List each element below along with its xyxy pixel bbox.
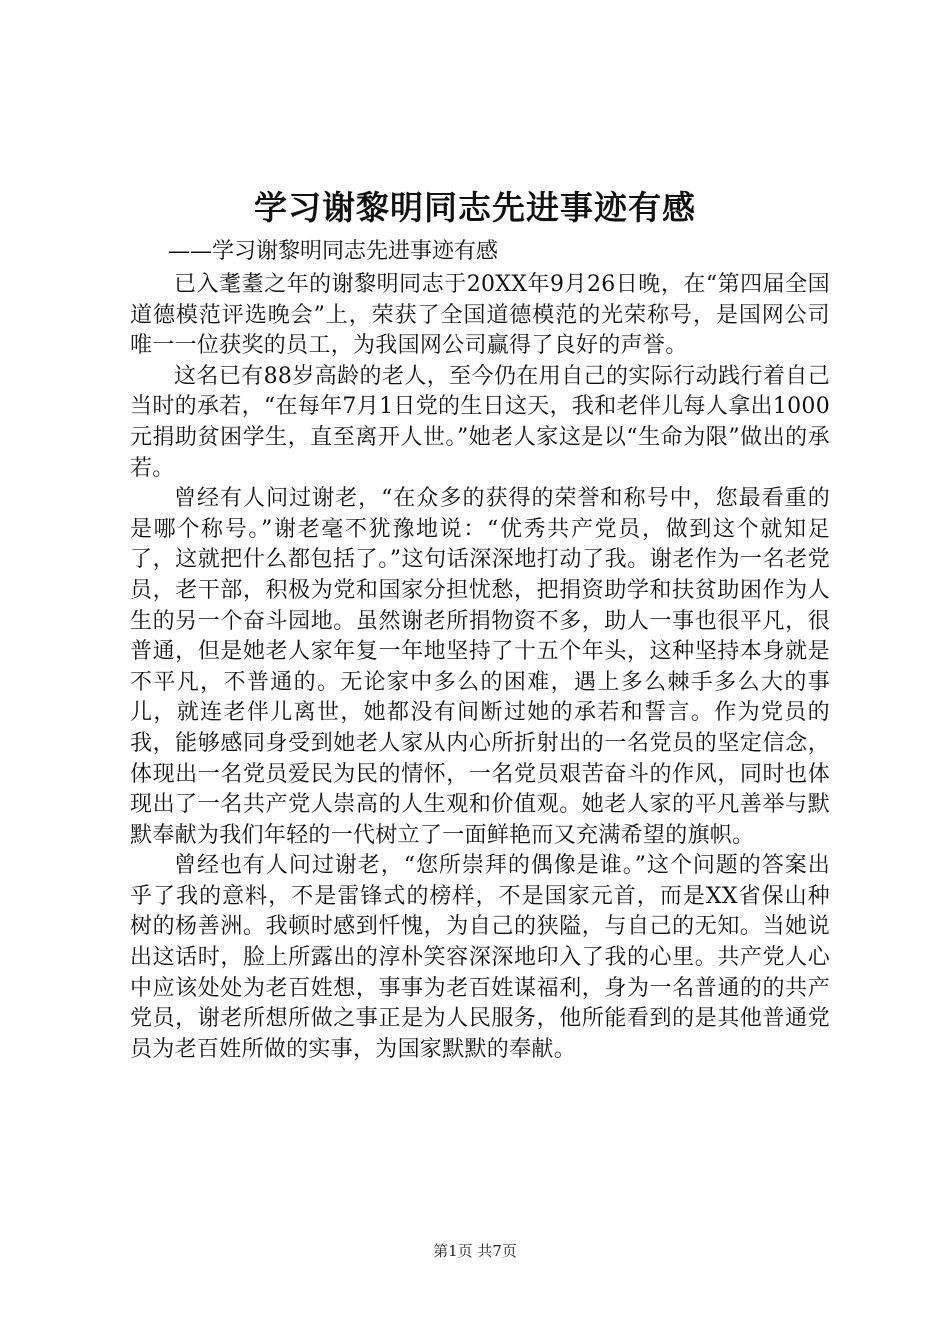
document-subtitle: ——学习谢黎明同志先进事迹有感 [168,239,499,264]
paragraph-3: 曾经有人问过谢老，“在众多的获得的荣誉和称号中，您最看重的是哪个称号。”谢老毫不犹豫地说：“优秀共产党员，做到这个就知足了，这就把什么都包括了。”这句话深深地打动了我。谢老作为一名老党员，老干部，积极为党和国家分担忧愁，把捐资助学和扶贫助困作为人生的另一个奋斗园地。虽然谢老所捐物资不多，助人一事也很平凡，很普通，但是她老人家年复一年地坚持了十五个年头，这种坚持本身就是不平凡，不普通的。无论家中多么的困难，遇上多么棘手多么大的事儿，就连老伴儿离世，她都没有间断过她的承若和誓言。作为党员的我，能够感同身受到她老人家从内心所折射出的一名党员的坚定信念，体现出一名党员爱民为民的情怀，一名党员艰苦奋斗的作风，同时也体现出了一名共产党人崇高的人生观和价值观。她老人家的平凡善举与默默奉献为我们年轻的一代树立了一面鲜艳而又充满希望的旗帜。 [130,486,830,848]
document-body [130,270,830,1065]
paragraph-1: 已入耄耋之年的谢黎明同志于20XX年9月26日晚，在“第四届全国道德模范评选晚会”上，荣获了全国道德模范的光荣称号，是国网公司唯一一位获奖的员工，为我国网公司赢得了良好的声誉。 [130,272,830,359]
document-title: 学习谢黎明同志先进事迹有感 [254,188,696,227]
page-footer: 第1页 共7页 [433,1242,517,1260]
paragraph-2: 这名已有88岁高龄的老人，至今仍在用自己的实际行动践行着自己当时的承若，“在每年7月1日党的生日这天，我和老伴儿每人拿出1000元捐助贫困学生，直至离开人世。”她老人家这是以“生命为限”做出的承若。 [130,363,830,481]
paragraph-4: 曾经也有人问过谢老，“您所崇拜的偶像是谁。”这个问题的答案出乎了我的意料，不是雷锋式的榜样，不是国家元首，而是XX省保山种树的杨善洲。我顿时感到忏愧，为自己的狭隘，与自己的无知。当她说出这话时，脸上所露出的淳朴笑容深深地印入了我的心里。共产党人心中应该处处为老百姓想，事事为老百姓谋福利，身为一名普通的的共产党员，谢老所想所做之事正是为人民服务，他所能看到的是其他普通党员为老百姓所做的实事，为国家默默的奉献。 [130,853,830,1062]
